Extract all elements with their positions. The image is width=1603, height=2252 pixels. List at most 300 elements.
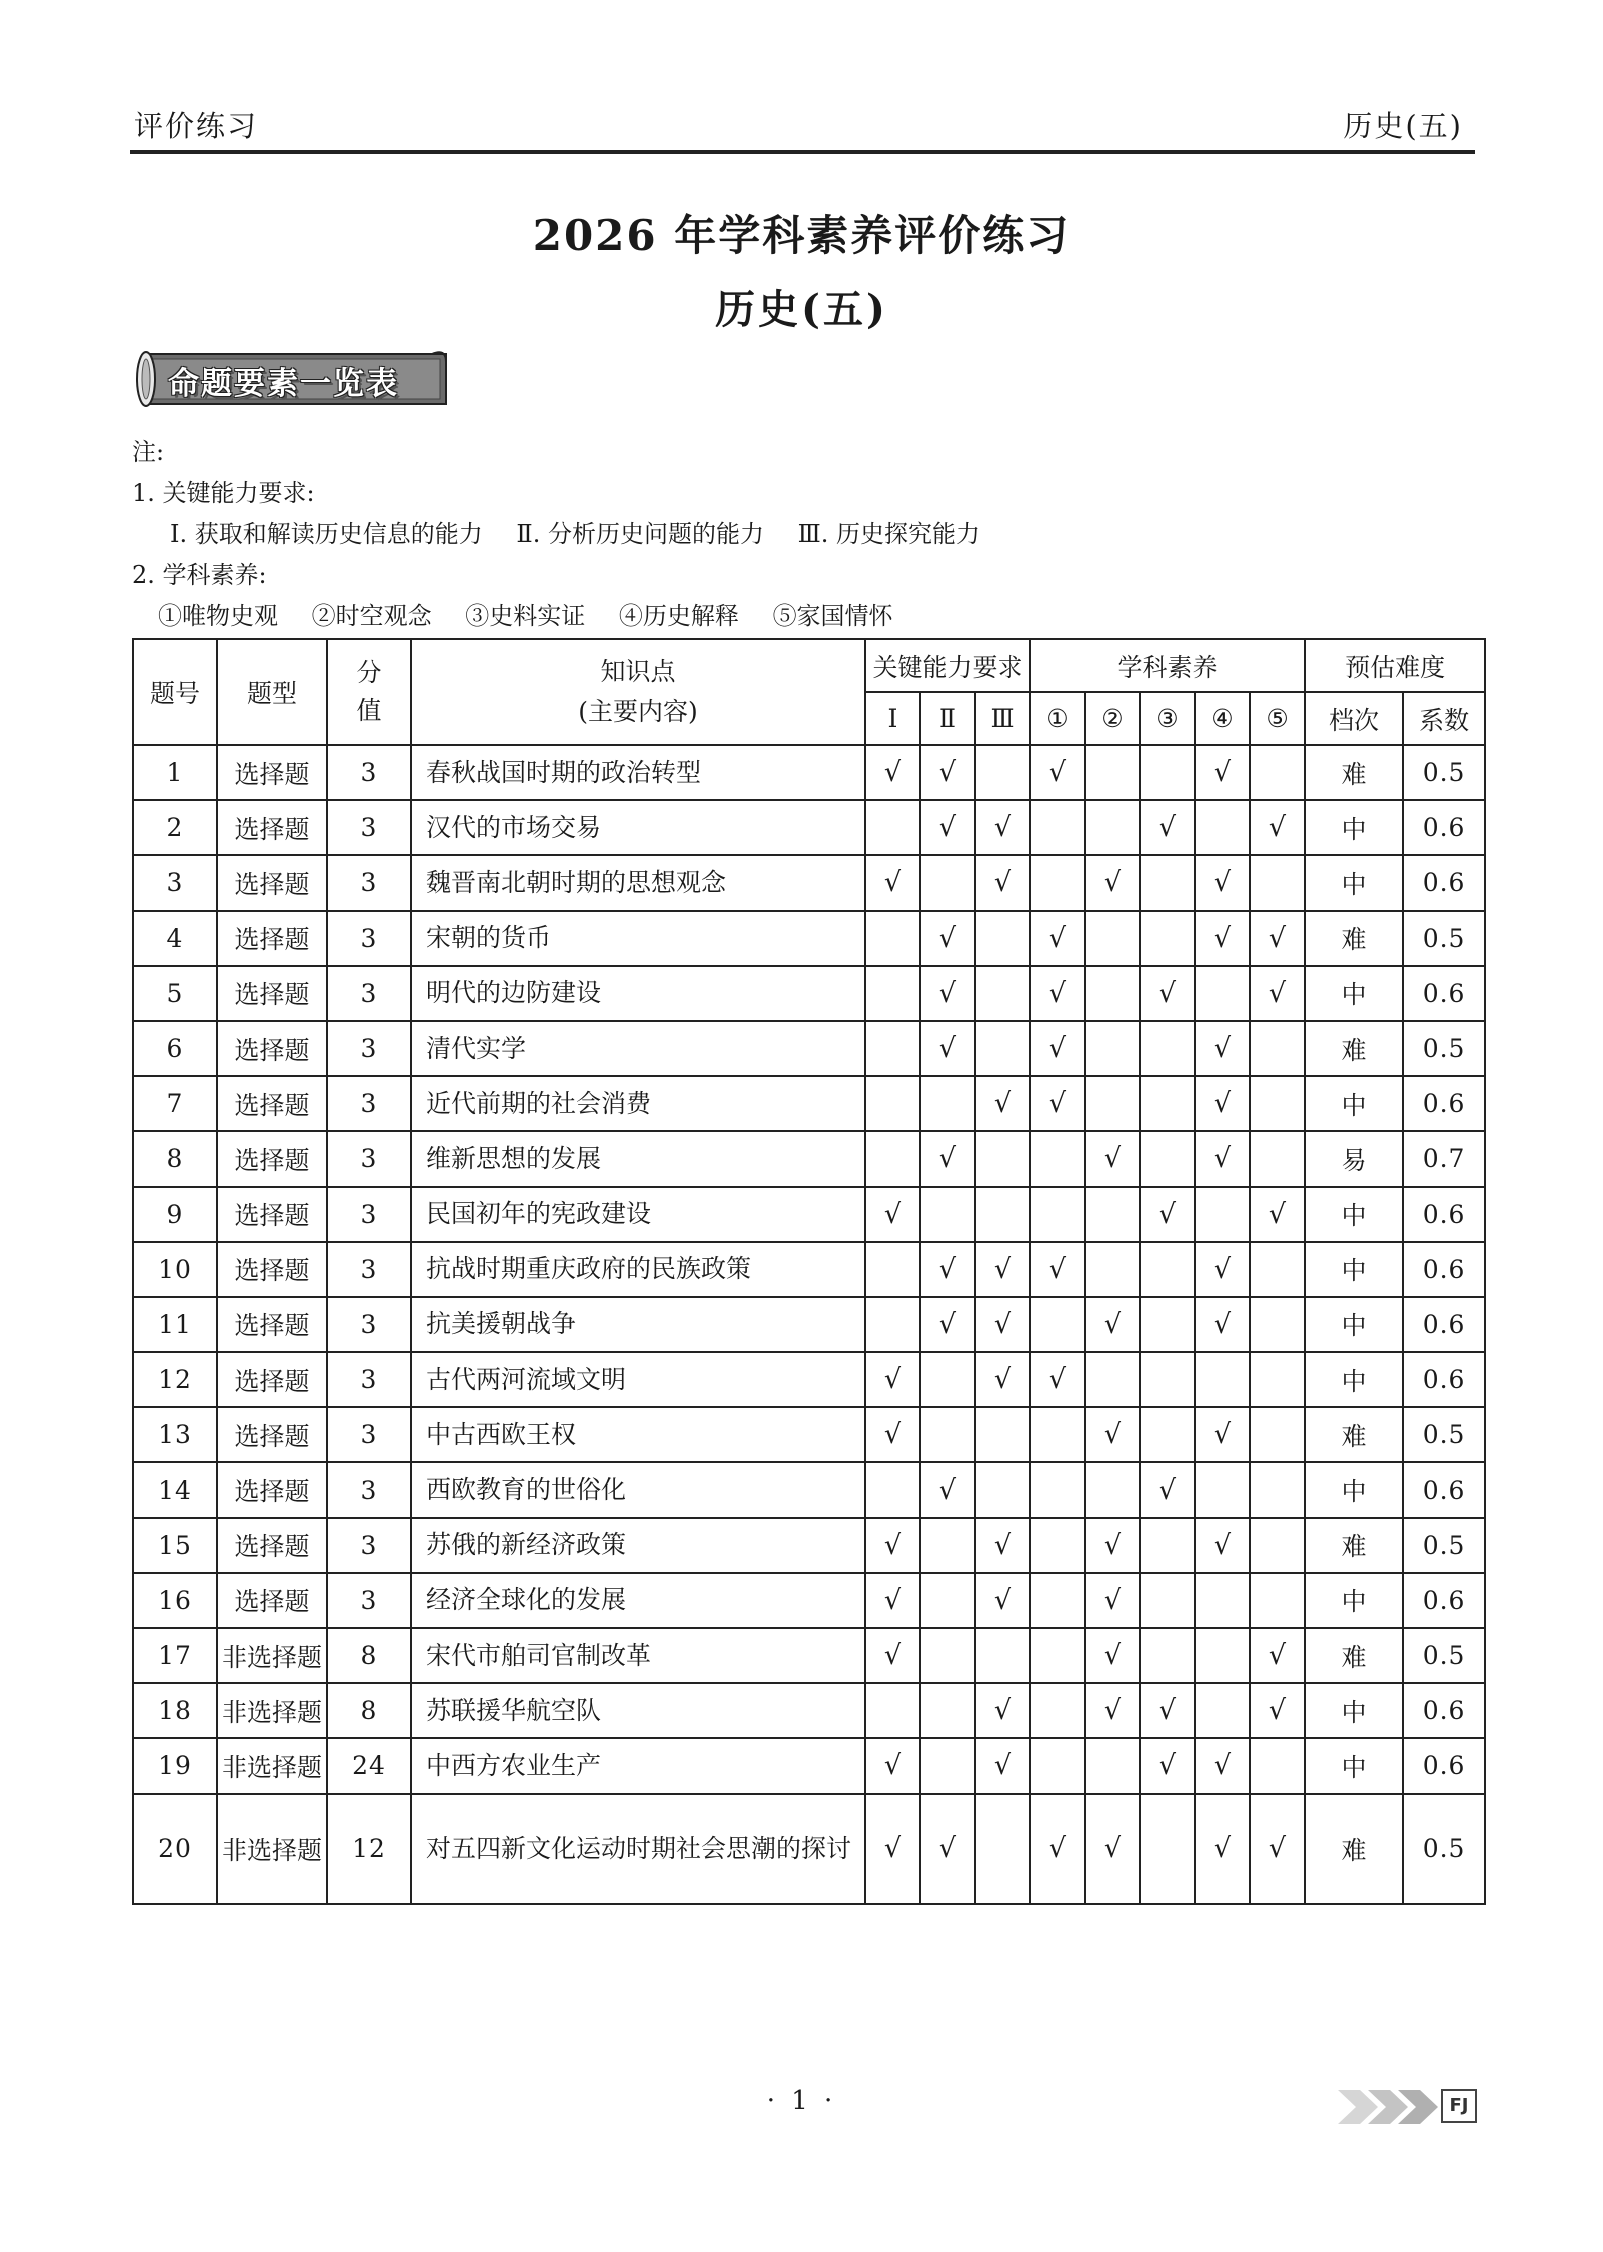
header-coef: 系数 [1403, 692, 1485, 745]
cell-ability-2: √ [920, 1297, 975, 1352]
cell-topic: 古代两河流域文明 [411, 1352, 865, 1407]
cell-coef: 0.6 [1403, 1352, 1485, 1407]
cell-literacy-2: √ [1085, 1628, 1140, 1683]
cell-coef: 0.6 [1403, 855, 1485, 910]
cell-ability-2: √ [920, 1131, 975, 1186]
cell-literacy-1 [1030, 1518, 1085, 1573]
cell-coef: 0.6 [1403, 1462, 1485, 1517]
ability-2: Ⅱ. 分析历史问题的能力 [516, 520, 764, 548]
cell-literacy-4 [1195, 1187, 1250, 1242]
cell-score: 3 [327, 966, 411, 1021]
cell-level: 难 [1305, 1021, 1403, 1076]
cell-coef: 0.6 [1403, 1297, 1485, 1352]
cell-ability-3: √ [975, 1352, 1030, 1407]
cell-topic: 抗战时期重庆政府的民族政策 [411, 1242, 865, 1297]
cell-ability-2 [920, 1352, 975, 1407]
question-elements-table [132, 638, 1486, 1905]
header-topic [411, 639, 865, 745]
cell-literacy-5 [1250, 1076, 1305, 1131]
cell-coef: 0.5 [1403, 911, 1485, 966]
cell-ability-1 [865, 1297, 920, 1352]
cell-literacy-2 [1085, 966, 1140, 1021]
table-row [133, 911, 1485, 966]
cell-level: 中 [1305, 1076, 1403, 1131]
cell-type: 非选择题 [217, 1738, 327, 1793]
cell-literacy-1: √ [1030, 1242, 1085, 1297]
header-literacy: 学科素养 [1030, 639, 1305, 692]
cell-topic: 明代的边防建设 [411, 966, 865, 1021]
cell-literacy-1 [1030, 1187, 1085, 1242]
ability-1: Ⅰ. 获取和解读历史信息的能力 [170, 520, 483, 548]
cell-ability-1 [865, 1131, 920, 1186]
cell-literacy-5 [1250, 1738, 1305, 1793]
cell-literacy-4: √ [1195, 1076, 1250, 1131]
cell-ability-3 [975, 1462, 1030, 1517]
cell-literacy-3 [1140, 1628, 1195, 1683]
cell-level: 中 [1305, 1738, 1403, 1793]
cell-ability-3: √ [975, 1076, 1030, 1131]
cell-ability-3 [975, 1187, 1030, 1242]
cell-score: 3 [327, 855, 411, 910]
cell-ability-2: √ [920, 1242, 975, 1297]
header-topic-line2: (主要内容) [578, 697, 698, 726]
cell-literacy-2: √ [1085, 855, 1140, 910]
cell-literacy-3 [1140, 911, 1195, 966]
page-subtitle: 历史(五) [715, 286, 888, 333]
literacy-3: ③史料实证 [465, 602, 586, 630]
cell-ability-3: √ [975, 855, 1030, 910]
cell-coef: 0.7 [1403, 1131, 1485, 1186]
cell-type: 选择题 [217, 1297, 327, 1352]
cell-literacy-4 [1195, 1628, 1250, 1683]
cell-literacy-1 [1030, 800, 1085, 855]
cell-level: 中 [1305, 1352, 1403, 1407]
cell-literacy-3: √ [1140, 1462, 1195, 1517]
cell-no: 7 [133, 1076, 217, 1131]
cell-score: 3 [327, 745, 411, 800]
header-literacy-2: ② [1085, 692, 1140, 745]
cell-topic: 魏晋南北朝时期的思想观念 [411, 855, 865, 910]
cell-ability-1 [865, 1683, 920, 1738]
chevron-arrows-icon [1338, 2082, 1448, 2132]
banner-label: 命题要素一览表 [168, 366, 399, 402]
cell-literacy-3 [1140, 855, 1195, 910]
cell-score: 3 [327, 1021, 411, 1076]
cell-topic: 宋朝的货币 [411, 911, 865, 966]
literacy-1: ①唯物史观 [158, 602, 278, 630]
cell-level: 难 [1305, 1628, 1403, 1683]
cell-topic: 清代实学 [411, 1021, 865, 1076]
cell-ability-2 [920, 855, 975, 910]
cell-literacy-4 [1195, 966, 1250, 1021]
table-row [133, 1462, 1485, 1517]
cell-type: 选择题 [217, 1187, 327, 1242]
cell-literacy-5: √ [1250, 966, 1305, 1021]
cell-ability-3 [975, 1021, 1030, 1076]
cell-literacy-5 [1250, 855, 1305, 910]
ability-3: Ⅲ. 历史探究能力 [797, 520, 981, 548]
cell-no: 15 [133, 1518, 217, 1573]
notes-item-2: 2. 学科素养: [132, 561, 267, 589]
cell-score: 3 [327, 1407, 411, 1462]
cell-literacy-5 [1250, 745, 1305, 800]
cell-literacy-4: √ [1195, 855, 1250, 910]
cell-level: 中 [1305, 966, 1403, 1021]
cell-coef: 0.6 [1403, 1573, 1485, 1628]
header-left: 评价练习 [134, 109, 259, 143]
cell-ability-3 [975, 1131, 1030, 1186]
cell-literacy-2 [1085, 800, 1140, 855]
cell-literacy-2 [1085, 1352, 1140, 1407]
cell-literacy-5 [1250, 1352, 1305, 1407]
cell-type: 选择题 [217, 1573, 327, 1628]
table-row [133, 745, 1485, 800]
header-literacy-4: ④ [1195, 692, 1250, 745]
cell-literacy-5 [1250, 1407, 1305, 1462]
cell-literacy-2: √ [1085, 1518, 1140, 1573]
cell-coef: 0.5 [1403, 1021, 1485, 1076]
cell-no: 4 [133, 911, 217, 966]
table-body [133, 745, 1485, 1904]
cell-ability-3: √ [975, 1683, 1030, 1738]
table-row [133, 1076, 1485, 1131]
cell-literacy-3 [1140, 1076, 1195, 1131]
cell-coef: 0.6 [1403, 966, 1485, 1021]
cell-topic: 民国初年的宪政建设 [411, 1187, 865, 1242]
cell-ability-3: √ [975, 1518, 1030, 1573]
table-row [133, 1683, 1485, 1738]
cell-no: 5 [133, 966, 217, 1021]
cell-literacy-1: √ [1030, 1021, 1085, 1076]
table-row [133, 1573, 1485, 1628]
cell-literacy-3 [1140, 1518, 1195, 1573]
cell-topic: 春秋战国时期的政治转型 [411, 745, 865, 800]
cell-score: 3 [327, 1242, 411, 1297]
cell-literacy-2 [1085, 1076, 1140, 1131]
cell-topic: 汉代的市场交易 [411, 800, 865, 855]
cell-coef: 0.6 [1403, 1738, 1485, 1793]
cell-no: 11 [133, 1297, 217, 1352]
cell-ability-1 [865, 1076, 920, 1131]
cell-literacy-3 [1140, 1131, 1195, 1186]
table-row [133, 800, 1485, 855]
cell-literacy-5 [1250, 1242, 1305, 1297]
cell-ability-2 [920, 1573, 975, 1628]
cell-no: 19 [133, 1738, 217, 1793]
cell-literacy-3 [1140, 1352, 1195, 1407]
cell-literacy-2 [1085, 1738, 1140, 1793]
cell-type: 选择题 [217, 855, 327, 910]
cell-literacy-4 [1195, 800, 1250, 855]
cell-literacy-4: √ [1195, 1131, 1250, 1186]
cell-literacy-5 [1250, 1462, 1305, 1517]
cell-no: 20 [133, 1794, 217, 1904]
cell-level: 中 [1305, 1297, 1403, 1352]
cell-type: 选择题 [217, 1462, 327, 1517]
cell-literacy-5: √ [1250, 911, 1305, 966]
cell-literacy-2 [1085, 1242, 1140, 1297]
notes-item-1: 1. 关键能力要求: [132, 479, 315, 507]
cell-type: 选择题 [217, 1076, 327, 1131]
cell-no: 12 [133, 1352, 217, 1407]
cell-coef: 0.5 [1403, 1628, 1485, 1683]
cell-coef: 0.6 [1403, 1242, 1485, 1297]
cell-literacy-1 [1030, 1573, 1085, 1628]
cell-topic: 中西方农业生产 [411, 1738, 865, 1793]
cell-score: 3 [327, 1131, 411, 1186]
cell-literacy-2: √ [1085, 1573, 1140, 1628]
cell-ability-1 [865, 911, 920, 966]
cell-ability-1: √ [865, 1352, 920, 1407]
literacies-list [132, 596, 1006, 637]
cell-ability-1 [865, 1242, 920, 1297]
cell-ability-1 [865, 1021, 920, 1076]
cell-ability-1: √ [865, 1187, 920, 1242]
cell-no: 14 [133, 1462, 217, 1517]
cell-literacy-2 [1085, 1187, 1140, 1242]
cell-no: 1 [133, 745, 217, 800]
cell-literacy-1: √ [1030, 1352, 1085, 1407]
cell-type: 选择题 [217, 1021, 327, 1076]
cell-topic: 中古西欧王权 [411, 1407, 865, 1462]
cell-no: 2 [133, 800, 217, 855]
cell-level: 难 [1305, 911, 1403, 966]
header-ability-2: Ⅱ [920, 692, 975, 745]
cell-topic: 抗美援朝战争 [411, 1297, 865, 1352]
cell-literacy-4 [1195, 1462, 1250, 1517]
cell-literacy-4: √ [1195, 1021, 1250, 1076]
cell-type: 选择题 [217, 745, 327, 800]
cell-literacy-3 [1140, 1407, 1195, 1462]
cell-literacy-1: √ [1030, 1076, 1085, 1131]
cell-ability-3: √ [975, 800, 1030, 855]
cell-literacy-1: √ [1030, 1794, 1085, 1904]
cell-literacy-4: √ [1195, 911, 1250, 966]
cell-ability-1 [865, 966, 920, 1021]
cell-level: 中 [1305, 1573, 1403, 1628]
cell-ability-2: √ [920, 911, 975, 966]
literacy-5: ⑤家国情怀 [772, 602, 893, 630]
cell-literacy-4: √ [1195, 1242, 1250, 1297]
cell-ability-2 [920, 1738, 975, 1793]
cell-coef: 0.5 [1403, 1407, 1485, 1462]
cell-ability-1 [865, 800, 920, 855]
table-row [133, 1131, 1485, 1186]
cell-level: 中 [1305, 1242, 1403, 1297]
table-row [133, 1297, 1485, 1352]
cell-literacy-4: √ [1195, 1297, 1250, 1352]
literacy-4: ④历史解释 [618, 602, 739, 630]
cell-literacy-4: √ [1195, 1518, 1250, 1573]
cell-literacy-2 [1085, 745, 1140, 800]
cell-score: 12 [327, 1794, 411, 1904]
cell-ability-3 [975, 1794, 1030, 1904]
table-row [133, 1187, 1485, 1242]
cell-literacy-5: √ [1250, 1628, 1305, 1683]
cell-literacy-4: √ [1195, 1738, 1250, 1793]
cell-ability-3 [975, 1628, 1030, 1683]
cell-topic: 苏俄的新经济政策 [411, 1518, 865, 1573]
cell-literacy-2: √ [1085, 1794, 1140, 1904]
cell-score: 8 [327, 1628, 411, 1683]
cell-literacy-1 [1030, 855, 1085, 910]
cell-score: 3 [327, 1518, 411, 1573]
cell-literacy-3: √ [1140, 1187, 1195, 1242]
cell-coef: 0.6 [1403, 1187, 1485, 1242]
cell-score: 3 [327, 1297, 411, 1352]
cell-score: 24 [327, 1738, 411, 1793]
cell-topic: 宋代市舶司官制改革 [411, 1628, 865, 1683]
cell-score: 3 [327, 911, 411, 966]
table-row [133, 1021, 1485, 1076]
cell-score: 3 [327, 800, 411, 855]
cell-literacy-5 [1250, 1518, 1305, 1573]
notes-label: 注: [132, 438, 165, 466]
cell-topic: 西欧教育的世俗化 [411, 1462, 865, 1517]
header-right: 历史(五) [1343, 109, 1463, 143]
header-ability-3: Ⅲ [975, 692, 1030, 745]
cell-no: 9 [133, 1187, 217, 1242]
cell-ability-3 [975, 911, 1030, 966]
cell-ability-3: √ [975, 1573, 1030, 1628]
cell-coef: 0.5 [1403, 1794, 1485, 1904]
cell-literacy-4: √ [1195, 745, 1250, 800]
header-literacy-5: ⑤ [1250, 692, 1305, 745]
cell-level: 中 [1305, 800, 1403, 855]
cell-literacy-5: √ [1250, 800, 1305, 855]
cell-literacy-5: √ [1250, 1794, 1305, 1904]
cell-coef: 0.6 [1403, 800, 1485, 855]
cell-literacy-4: √ [1195, 1794, 1250, 1904]
cell-ability-3: √ [975, 1738, 1030, 1793]
cell-literacy-3: √ [1140, 966, 1195, 1021]
cell-literacy-1 [1030, 1131, 1085, 1186]
cell-ability-2 [920, 1628, 975, 1683]
cell-literacy-3 [1140, 1021, 1195, 1076]
page-title: 2026 年学科素养评价练习 [532, 211, 1071, 260]
header-type: 题型 [217, 639, 327, 745]
cell-ability-1: √ [865, 1738, 920, 1793]
cell-ability-1: √ [865, 1518, 920, 1573]
cell-score: 3 [327, 1187, 411, 1242]
cell-literacy-2 [1085, 911, 1140, 966]
cell-level: 中 [1305, 1462, 1403, 1517]
cell-topic: 维新思想的发展 [411, 1131, 865, 1186]
cell-literacy-1 [1030, 1407, 1085, 1462]
cell-ability-2: √ [920, 966, 975, 1021]
abilities-list [132, 514, 1006, 555]
cell-type: 选择题 [217, 1518, 327, 1573]
cell-no: 6 [133, 1021, 217, 1076]
cell-literacy-1 [1030, 1462, 1085, 1517]
cell-literacy-5 [1250, 1573, 1305, 1628]
cell-no: 18 [133, 1683, 217, 1738]
table-row [133, 1738, 1485, 1793]
cell-literacy-5 [1250, 1131, 1305, 1186]
cell-ability-2: √ [920, 745, 975, 800]
header-ability: 关键能力要求 [865, 639, 1030, 692]
cell-literacy-2 [1085, 1021, 1140, 1076]
cell-type: 选择题 [217, 1131, 327, 1186]
cell-coef: 0.5 [1403, 1518, 1485, 1573]
cell-score: 3 [327, 1076, 411, 1131]
cell-literacy-3 [1140, 745, 1195, 800]
table-row [133, 1352, 1485, 1407]
cell-topic: 经济全球化的发展 [411, 1573, 865, 1628]
cell-literacy-5 [1250, 1021, 1305, 1076]
cell-literacy-1 [1030, 1683, 1085, 1738]
table-row [133, 1794, 1485, 1904]
table-row [133, 966, 1485, 1021]
cell-type: 选择题 [217, 1242, 327, 1297]
cell-literacy-2: √ [1085, 1131, 1140, 1186]
cell-ability-1: √ [865, 1407, 920, 1462]
cell-topic: 近代前期的社会消费 [411, 1076, 865, 1131]
cell-ability-1 [865, 1462, 920, 1517]
cell-type: 非选择题 [217, 1628, 327, 1683]
cell-type: 选择题 [217, 1407, 327, 1462]
cell-literacy-4: √ [1195, 1407, 1250, 1462]
cell-level: 难 [1305, 1518, 1403, 1573]
cell-literacy-5: √ [1250, 1187, 1305, 1242]
cell-literacy-1 [1030, 1297, 1085, 1352]
header-no: 题号 [133, 639, 217, 745]
cell-ability-1: √ [865, 1573, 920, 1628]
cell-literacy-1 [1030, 1738, 1085, 1793]
cell-literacy-3 [1140, 1794, 1195, 1904]
cell-ability-2 [920, 1407, 975, 1462]
cell-literacy-4 [1195, 1573, 1250, 1628]
cell-ability-2: √ [920, 800, 975, 855]
literacy-2: ②时空观念 [311, 602, 432, 630]
cell-coef: 0.6 [1403, 1683, 1485, 1738]
notes-section [132, 432, 1006, 637]
table-row [133, 1407, 1485, 1462]
table-row [133, 1518, 1485, 1573]
cell-literacy-5 [1250, 1297, 1305, 1352]
cell-level: 难 [1305, 1407, 1403, 1462]
cell-ability-1: √ [865, 1794, 920, 1904]
cell-literacy-3: √ [1140, 1683, 1195, 1738]
cell-level: 难 [1305, 1794, 1403, 1904]
cell-literacy-4 [1195, 1683, 1250, 1738]
cell-ability-3: √ [975, 1297, 1030, 1352]
cell-no: 10 [133, 1242, 217, 1297]
cell-topic: 对五四新文化运动时期社会思潮的探讨 [411, 1794, 865, 1904]
cell-ability-3 [975, 745, 1030, 800]
cell-literacy-5: √ [1250, 1683, 1305, 1738]
table-row [133, 855, 1485, 910]
cell-literacy-2: √ [1085, 1683, 1140, 1738]
cell-ability-1: √ [865, 1628, 920, 1683]
cell-literacy-3 [1140, 1573, 1195, 1628]
cell-literacy-2: √ [1085, 1407, 1140, 1462]
cell-type: 选择题 [217, 800, 327, 855]
cell-level: 中 [1305, 855, 1403, 910]
cell-type: 非选择题 [217, 1683, 327, 1738]
cell-ability-3 [975, 966, 1030, 1021]
cell-topic: 苏联援华航空队 [411, 1683, 865, 1738]
cell-level: 中 [1305, 1683, 1403, 1738]
cell-score: 8 [327, 1683, 411, 1738]
cell-no: 8 [133, 1131, 217, 1186]
cell-type: 非选择题 [217, 1794, 327, 1904]
cell-ability-3: √ [975, 1242, 1030, 1297]
cell-score: 3 [327, 1573, 411, 1628]
cell-ability-2 [920, 1076, 975, 1131]
cell-coef: 0.5 [1403, 745, 1485, 800]
cell-literacy-3: √ [1140, 800, 1195, 855]
